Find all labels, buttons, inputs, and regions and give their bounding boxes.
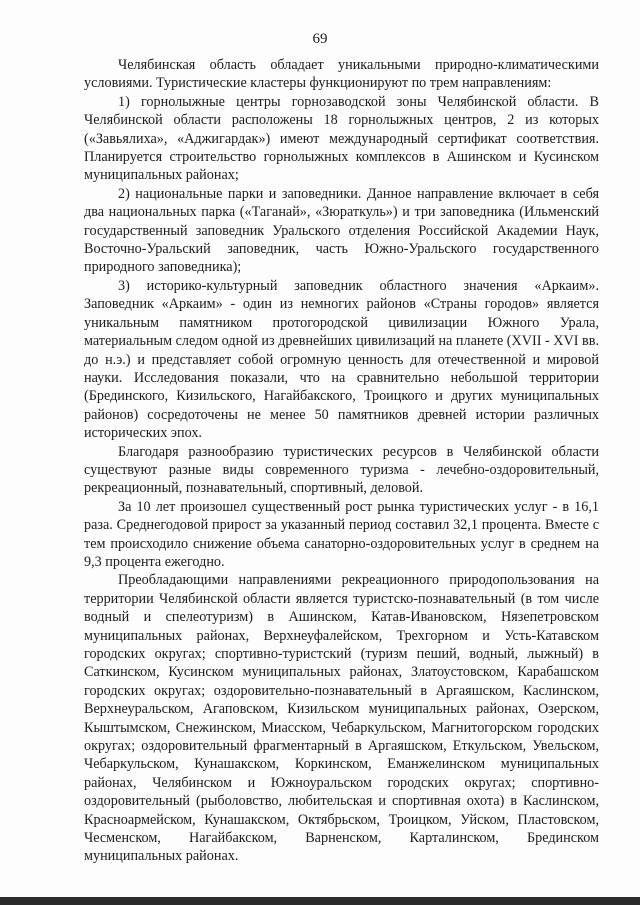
document-body xyxy=(84,56,599,866)
page-number: 69 xyxy=(312,31,328,47)
paragraph-market-growth: За 10 лет произошел существенный рост рынка туристических услуг - в 16,1 раза. Среднегодовой прирост за указанный период составил 32,1 процента. Вместе с тем происходило снижение объема санаторно-оздоровительных услуг в среднем на 9,3 процента ежегодно. xyxy=(84,498,599,570)
paragraph-recreation-directions: Преобладающими направлениями рекреационного природопользования на территории Челябинской области является туристско-познавательный (в том числе водный и спелеотуризм) в Ашинском, Катав-Ивановском, Нязепетровском муниципальных районах, Верхнеуфалейском, Трехгорном и Усть-Катавском городских округах; спортивно-туристский (туризм пеший, водный, лыжный) в Саткинском, Кусинском муниципальных районах, Златоустовском, Карабашском городских округах; оздоровительно-познавательный в Аргаяшском, Каслинском, Верхнеуральском, Агаповском, Кизильском муниципальных районах, Озерском, Кыштымском, Снежинском, Миасском, Чебаркульском, Магнитогорском городских округах; оздоровительный фрагментарный в Аргаяшском, Еткульском, Увельском, Чебаркульском, Кунашакском, Коркинском, Еманжелинском муниципальных районах, Челябинском и Южноуральском городских округах; спортивно-оздоровительный (рыболовство, любительская и спортивная охота) в Каслинском, Красноармейском, Кунашакском, Октябрьском, Троицком, Уйском, Пластовском, Чесменском, Нагайбакском, Варненском, Карталинском, Брединском муниципальных районах. xyxy=(84,572,599,865)
paragraph-national-parks: 2) национальные парки и заповедники. Данное направление включает в себя два национальных парка («Таганай», «Зюраткуль») и три заповедника (Ильменский государственный заповедник Уральского отделения Российской Академии Наук, Восточно-Уральский заповедник, часть Южно-Уральского государственного природного заповедника); xyxy=(84,185,599,276)
paragraph-intro: Челябинская область обладает уникальными природно-климатическими условиями. Туристические кластеры функционируют по трем направлениям: xyxy=(84,57,599,92)
paragraph-tourism-types: Благодаря разнообразию туристических ресурсов в Челябинской области существуют разные виды современного туризма - лечебно-оздоровительный, рекреационный, познавательный, спортивный, деловой. xyxy=(84,443,599,497)
paragraph-arkaim: 3) историко-культурный заповедник областного значения «Аркаим». Заповедник «Аркаим» - один из немногих районов «Страны городов» является уникальным памятником протогородской цивилизации Южного Урала, материальным следом одной из древнейших цивилизаций на планете (XVII - XVI вв. до н.э.) и представляет собой огромную ценность для отечественной и мировой науки. Исследования показали, что на сравнительно небольшой территории (Брединского, Кизильского, Нагайбакского, Троицкого и других муниципальных районов) сосредоточены не менее 50 памятников древней истории различных исторических эпох. xyxy=(84,277,599,442)
scan-bottom-edge xyxy=(0,897,640,905)
paragraph-ski-centers: 1) горнолыжные центры горнозаводской зоны Челябинской области. В Челябинской области расположены 18 горнолыжных центров, 2 из которых («Завьялиха», «Аджигардак») имеют международный сертификат соответствия. Планируется строительство горнолыжных комплексов в Ашинском и Кусинском муниципальных районах; xyxy=(84,93,599,184)
